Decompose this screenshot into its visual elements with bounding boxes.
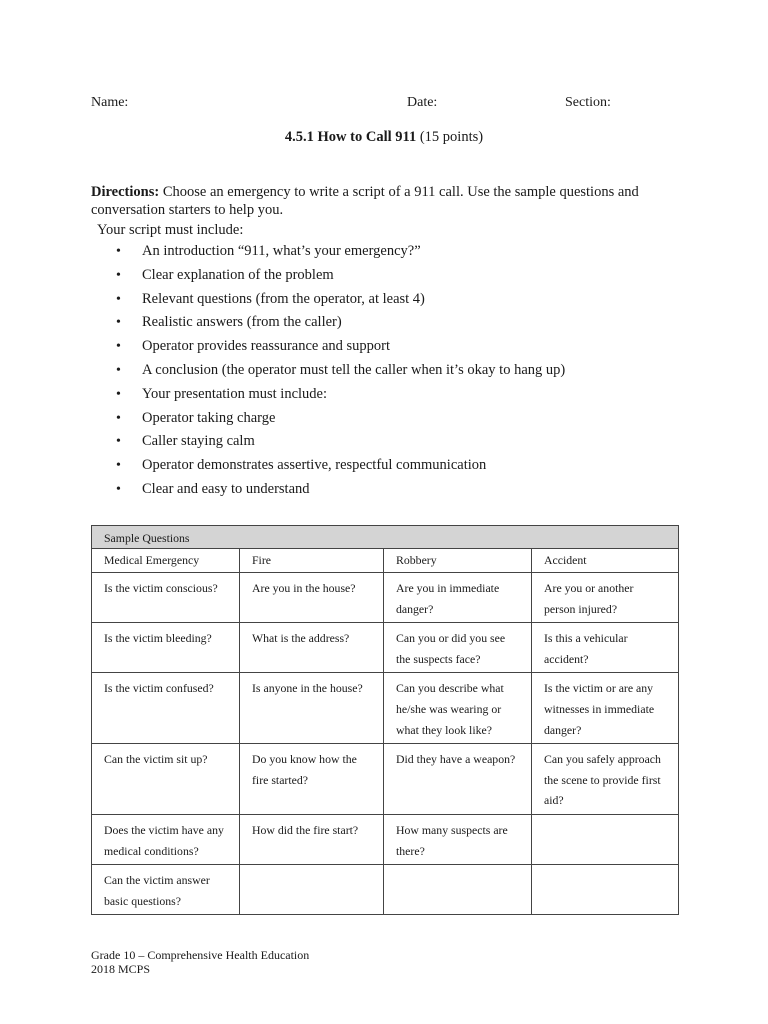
page-footer [91,948,309,976]
column-header: Robbery [384,549,532,573]
table-cell: Can you safely approach the scene to provide first aid? [532,744,679,815]
requirements-list [116,241,565,503]
page-title [0,129,768,146]
name-label: Name: [91,95,129,110]
bullet-icon: • [116,267,121,283]
list-item: • Clear explanation of the problem [116,265,565,289]
table-cell: Do you know how the fire started? [240,744,384,815]
table-caption-row [92,526,679,549]
bullet-icon: • [116,410,121,426]
table-cell [240,865,384,915]
table-cell: Are you in the house? [240,573,384,623]
table-cell: Is this a vehicular accident? [532,623,679,673]
table-row [92,865,679,915]
bullet-icon: • [116,244,121,259]
column-header: Fire [240,549,384,573]
bullet-icon: • [116,315,121,331]
table-cell: Are you or another person injured? [532,573,679,623]
table-cell: Can the victim answer basic questions? [92,865,240,915]
bullet-icon: • [116,291,121,307]
table-cell: Is the victim conscious? [92,573,240,623]
table-cell: Can you describe what he/she was wearing or what they look like? [384,673,532,744]
script-include-label: Your script must include: [97,222,244,238]
directions-label: Directions: [91,184,160,200]
list-item: • Your presentation must include: [116,384,565,408]
footer-org: 2018 MCPS [91,962,151,976]
list-item: • Caller staying calm [116,431,565,455]
column-header: Medical Emergency [92,549,240,573]
table-row [92,623,679,673]
footer-course: Grade 10 – Comprehensive Health Education [91,948,310,962]
directions-text: Choose an emergency to write a script of a 911 call. Use the sample questions and conversation starters to help you. [91,184,639,218]
section-label: Section: [565,95,611,110]
list-item: • Operator demonstrates assertive, respectful communication [116,455,565,479]
list-item: • Realistic answers (from the caller) [116,312,565,336]
table-cell [532,814,679,864]
table-row [92,744,679,815]
table-row [92,814,679,864]
list-item: • Relevant questions (from the operator, at least 4) [116,289,565,313]
list-item: • A conclusion (the operator must tell the caller when it’s okay to hang up) [116,360,565,384]
table-cell: Can the victim sit up? [92,744,240,815]
table-cell: Does the victim have any medical conditions? [92,814,240,864]
table-cell: Is the victim or are any witnesses in immediate danger? [532,673,679,744]
table-cell: What is the address? [240,623,384,673]
table-cell: Is the victim confused? [92,673,240,744]
list-item: • Clear and easy to understand [116,479,565,503]
table-cell: Is anyone in the house? [240,673,384,744]
table-cell [532,865,679,915]
table-cell: Can you or did you see the suspects face? [384,623,532,673]
title-bold: 4.5.1 How to Call 911 [284,129,417,145]
date-label: Date: [407,95,438,110]
table-caption: Sample Questions [92,526,679,549]
list-item: • Operator taking charge [116,408,565,432]
bullet-icon: • [116,481,121,497]
table-row [92,673,679,744]
bullet-icon: • [116,434,121,450]
column-header: Accident [532,549,679,573]
table-cell: How many suspects are there? [384,814,532,864]
table-cell: Is the victim bleeding? [92,623,240,673]
bullet-icon: • [116,362,121,378]
bullet-icon: • [116,458,121,474]
title-points: (15 points) [416,129,484,145]
directions-paragraph [91,183,691,219]
bullet-icon: • [116,339,121,355]
table-cell [384,865,532,915]
table-cell: How did the fire start? [240,814,384,864]
table-cell: Did they have a weapon? [384,744,532,815]
list-item: • An introduction “911, what’s your emergency?” [116,241,565,265]
list-item: • Operator provides reassurance and support [116,336,565,360]
bullet-icon: • [116,386,121,402]
sample-questions-table [91,525,679,915]
table-header-row [92,549,679,573]
table-row [92,573,679,623]
table-cell: Are you in immediate danger? [384,573,532,623]
